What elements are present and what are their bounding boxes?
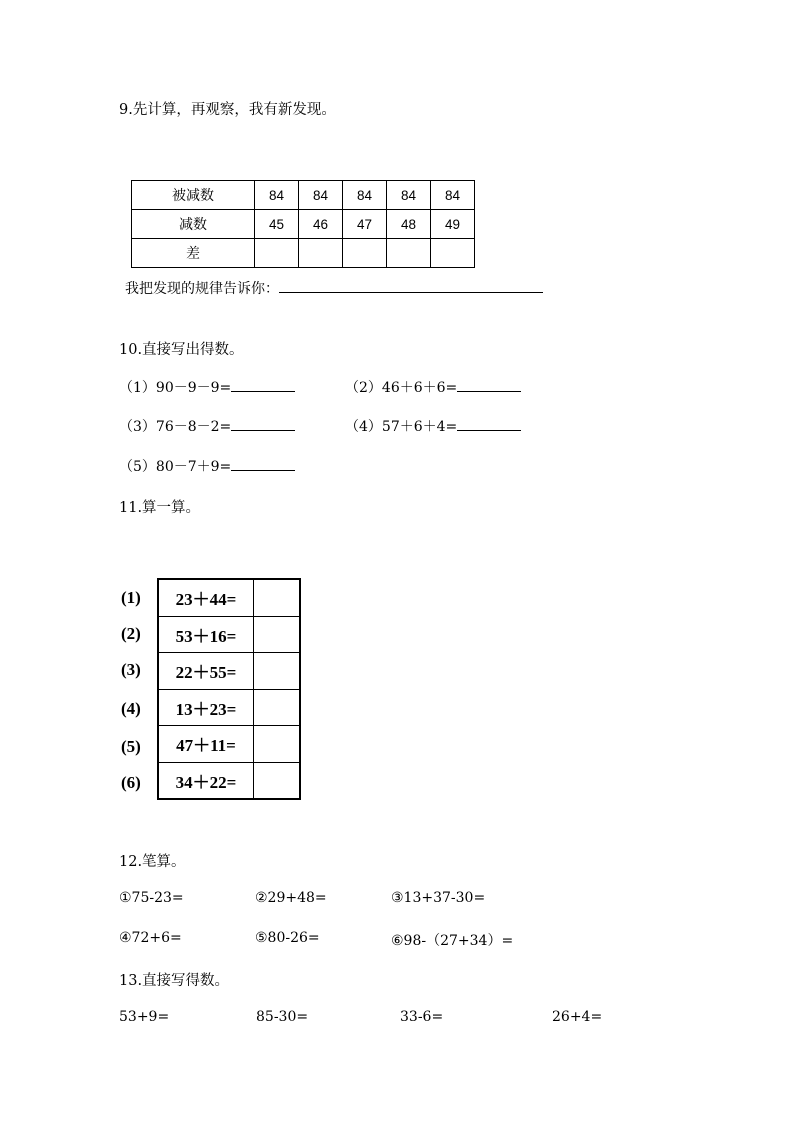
q12-item: ①75-23= <box>119 890 184 906</box>
q11-label: (3) <box>121 660 141 679</box>
q11-expression: 53＋16= <box>159 617 254 653</box>
q11-grid <box>157 578 301 800</box>
q11-expression: 34＋22= <box>159 763 254 799</box>
q12-item: ④72+6= <box>119 930 182 946</box>
table-row <box>159 763 299 799</box>
question-10-title: 10.直接写出得数。 <box>119 342 244 358</box>
answer-cell[interactable] <box>254 653 299 689</box>
q13-item: 53+9= <box>119 1009 170 1025</box>
question-13-title: 13.直接写得数。 <box>119 973 230 989</box>
answer-blank[interactable] <box>231 470 295 471</box>
q10-item-1 <box>119 377 295 397</box>
q12-item: ②29+48= <box>255 890 327 906</box>
question-11-title: 11.算一算。 <box>119 500 201 516</box>
answer-cell[interactable] <box>254 690 299 726</box>
q13-item: 26+4= <box>552 1009 603 1025</box>
q10-expression: （2）46＋6＋6= <box>345 380 458 396</box>
q12-item: ③13+37-30= <box>391 890 486 906</box>
answer-cell[interactable] <box>254 763 299 799</box>
table-cell: 49 <box>431 210 475 239</box>
table-cell: 45 <box>255 210 299 239</box>
table-row <box>159 617 299 654</box>
q11-label: (1) <box>121 588 141 607</box>
q10-item-5 <box>119 456 295 476</box>
q12-item: ⑤80-26= <box>255 930 320 946</box>
table-cell: 48 <box>387 210 431 239</box>
answer-cell[interactable] <box>254 726 299 762</box>
row-label-difference: 差 <box>132 239 255 268</box>
answer-cell[interactable] <box>254 580 299 616</box>
question-9-title: 9.先计算，再观察，我有新发现。 <box>119 102 336 118</box>
q10-expression: （5）80－7＋9= <box>119 459 232 475</box>
answer-cell[interactable] <box>254 617 299 653</box>
table-cell: 84 <box>387 181 431 210</box>
question-12-title: 12.笔算。 <box>119 854 186 870</box>
table-cell: 84 <box>431 181 475 210</box>
q11-label: (2) <box>121 624 141 643</box>
table-cell: 84 <box>343 181 387 210</box>
table-row <box>132 210 475 239</box>
q11-expression: 47＋11= <box>159 726 254 762</box>
table-cell: 46 <box>299 210 343 239</box>
answer-cell[interactable] <box>299 239 343 268</box>
q11-label: (5) <box>121 737 141 756</box>
q11-label: (4) <box>121 699 141 718</box>
q11-expression: 13＋23= <box>159 690 254 726</box>
q13-item: 85-30= <box>256 1009 309 1025</box>
answer-cell[interactable] <box>343 239 387 268</box>
table-row <box>132 239 475 268</box>
table-cell: 47 <box>343 210 387 239</box>
table-row <box>159 690 299 727</box>
q10-expression: （4）57＋6＋4= <box>345 419 458 435</box>
answer-cell[interactable] <box>387 239 431 268</box>
table-row <box>159 580 299 617</box>
q10-expression: （1）90－9－9= <box>119 380 232 396</box>
q10-expression: （3）76－8－2= <box>119 419 232 435</box>
q13-item: 33-6= <box>400 1009 444 1025</box>
answer-blank[interactable] <box>231 391 295 392</box>
answer-blank[interactable] <box>457 391 521 392</box>
answer-cell[interactable] <box>431 239 475 268</box>
q11-label: (6) <box>121 773 141 792</box>
table-cell: 84 <box>255 181 299 210</box>
q10-item-3 <box>119 416 295 436</box>
q9-prompt: 我把发现的规律告诉你： <box>125 281 279 297</box>
row-label-subtrahend: 减数 <box>132 210 255 239</box>
q12-item: ⑥98-（27+34）= <box>391 933 514 949</box>
table-row <box>132 181 475 210</box>
answer-blank[interactable] <box>457 430 521 431</box>
table-cell: 84 <box>299 181 343 210</box>
q11-expression: 23＋44= <box>159 580 254 616</box>
answer-blank[interactable] <box>279 292 543 293</box>
q9-prompt-line <box>125 278 543 298</box>
q10-item-2 <box>345 377 521 397</box>
q11-expression: 22＋55= <box>159 653 254 689</box>
q9-table <box>131 180 475 268</box>
table-row <box>159 726 299 763</box>
answer-cell[interactable] <box>255 239 299 268</box>
q10-item-4 <box>345 416 521 436</box>
table-row <box>159 653 299 690</box>
answer-blank[interactable] <box>231 430 295 431</box>
row-label-minuend: 被减数 <box>132 181 255 210</box>
